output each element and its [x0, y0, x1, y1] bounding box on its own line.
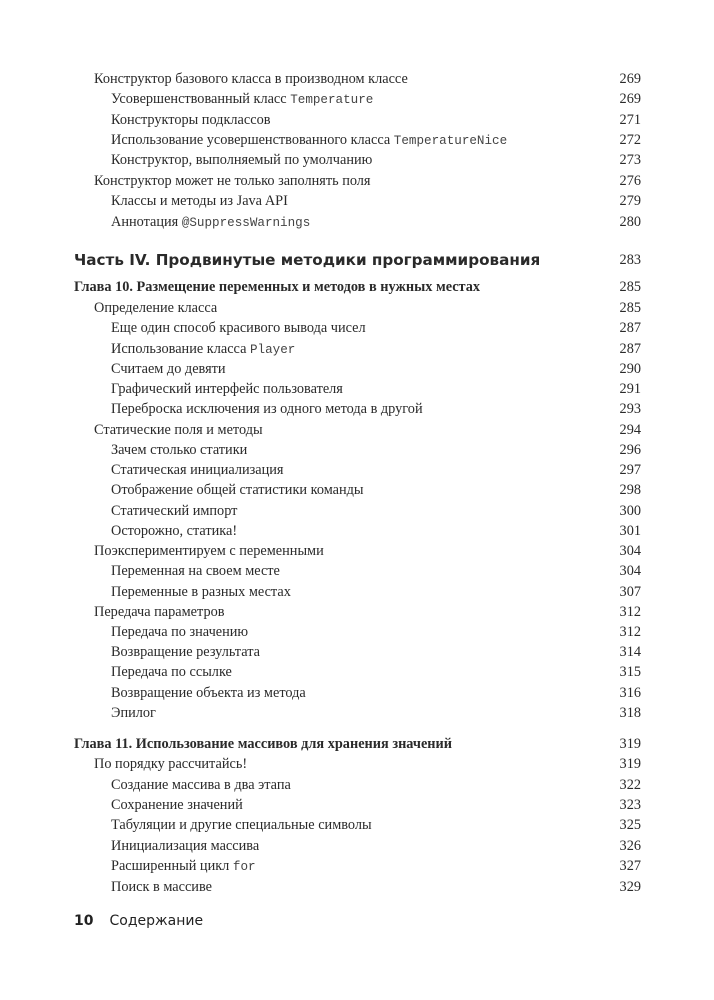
toc-entry — [0, 501, 714, 521]
toc-page-number: 312 — [619, 604, 641, 620]
toc-page-number: 287 — [619, 341, 641, 357]
toc-entry-title — [111, 815, 372, 835]
toc-entry-title — [111, 662, 232, 682]
toc-page-number: 327 — [619, 858, 641, 874]
toc-entry-text: Использование усовершенствованного класса — [111, 132, 394, 148]
toc-entry-title — [111, 877, 212, 897]
toc-entry — [0, 359, 714, 379]
toc-entry-text: Осторожно, статика! — [111, 523, 238, 539]
toc-entry-text: Переменные в разных местах — [111, 584, 291, 600]
toc-entry-title — [111, 212, 310, 233]
toc-page-number: 325 — [619, 817, 641, 833]
toc-entry-title — [74, 277, 480, 297]
toc-entry-text: Усовершенствованный класс — [111, 91, 291, 107]
toc-entry-text: Определение класса — [94, 300, 218, 316]
toc-page-number: 314 — [619, 644, 641, 660]
toc-chapter-heading — [0, 734, 714, 754]
toc-page-number: 326 — [619, 838, 641, 854]
toc-entry — [0, 69, 714, 89]
toc-entry-text: Поиск в массиве — [111, 879, 212, 895]
toc-entry-text: Отображение общей статистики команды — [111, 482, 364, 498]
toc-entry-title — [111, 460, 284, 480]
toc-entry-title — [94, 754, 247, 774]
toc-page-number: 293 — [619, 401, 641, 417]
toc-entry-title — [111, 582, 291, 602]
toc-entry-text: Переброска исключения из одного метода в другой — [111, 401, 423, 417]
toc-entry-text: Глава 10. Размещение переменных и методов в нужных местах — [74, 279, 481, 295]
toc-entry — [0, 480, 714, 500]
toc-page-number: 300 — [619, 503, 641, 519]
toc-entry-code: Player — [250, 343, 296, 357]
toc-entry — [0, 795, 714, 815]
toc-entry-title — [111, 318, 366, 338]
toc-entry-text: Глава 11. Использование массивов для хранения значений — [74, 736, 453, 752]
toc-entry — [0, 683, 714, 703]
toc-entry-text: Сохранение значений — [111, 797, 243, 813]
toc-page-number: 316 — [619, 685, 641, 701]
toc-entry-title — [111, 440, 247, 460]
toc-entry-text: Еще один способ красивого вывода чисел — [111, 320, 366, 336]
toc-entry-title — [111, 642, 260, 662]
toc-entry-text: Аннотация — [111, 214, 182, 230]
toc-entry-title — [111, 399, 423, 419]
toc-page-number: 318 — [619, 705, 641, 721]
toc-entry — [0, 212, 714, 232]
toc-entry-title — [111, 561, 280, 581]
toc-entry — [0, 379, 714, 399]
toc-page-number: 291 — [619, 381, 641, 397]
toc-entry-code: @SuppressWarnings — [181, 216, 311, 230]
toc-entry-text: Передача по значению — [111, 624, 249, 640]
toc-entry — [0, 856, 714, 876]
toc-entry — [0, 541, 714, 561]
toc-page-number: 273 — [619, 152, 641, 168]
toc-entry-title — [111, 683, 306, 703]
toc-page-number: 285 — [619, 279, 641, 295]
toc-entry-title — [111, 703, 156, 723]
toc-entry-text: Инициализация массива — [111, 838, 260, 854]
toc-page-number: 307 — [619, 584, 641, 600]
toc-page-number: 272 — [619, 132, 641, 148]
toc-page-number: 304 — [619, 563, 641, 579]
toc-entry-text: Эпилог — [111, 705, 156, 721]
toc-entry-title — [94, 171, 371, 191]
toc-entry-text: Статический импорт — [111, 503, 238, 519]
toc-page-number: 283 — [619, 252, 641, 268]
toc-entry-title — [111, 89, 373, 110]
toc-entry-title — [111, 379, 343, 399]
toc-entry — [0, 110, 714, 130]
toc-page-number: 301 — [619, 523, 641, 539]
toc-entry — [0, 521, 714, 541]
toc-entry-text: Статические поля и методы — [94, 422, 263, 438]
toc-page-number: 319 — [619, 756, 641, 772]
toc-entry — [0, 836, 714, 856]
toc-entry — [0, 561, 714, 581]
toc-entry-text: Графический интерфейс пользователя — [111, 381, 343, 397]
toc-entry-code: Temperature — [290, 93, 374, 107]
toc-entry — [0, 130, 714, 150]
toc-entry-title — [94, 602, 225, 622]
toc-page-number: 297 — [619, 462, 641, 478]
toc-entry — [0, 171, 714, 191]
toc-page-number: 279 — [619, 193, 641, 209]
toc-entry-text: Возвращение результата — [111, 644, 260, 660]
toc-page-number: 298 — [619, 482, 641, 498]
toc-entry — [0, 191, 714, 211]
toc-page-number: 276 — [619, 173, 641, 189]
toc-entry-text: Поэкспериментируем с переменными — [94, 543, 324, 559]
toc-entry-title — [111, 130, 507, 151]
toc-entry-title — [74, 734, 452, 754]
toc-entry-text: Табуляции и другие специальные символы — [111, 817, 372, 833]
toc-entry — [0, 582, 714, 602]
toc-entry-title — [111, 150, 372, 170]
toc-entry-title — [111, 521, 237, 541]
toc-page-number: 322 — [619, 777, 641, 793]
toc-entry — [0, 440, 714, 460]
footer-page-number: 10 — [74, 913, 94, 929]
toc-chapter-heading — [0, 277, 714, 297]
toc-entry-text: Конструктор базового класса в производном классе — [94, 71, 408, 87]
toc-entry — [0, 877, 714, 897]
toc-entry — [0, 460, 714, 480]
toc-page-number: 287 — [619, 320, 641, 336]
toc-page-number: 315 — [619, 664, 641, 680]
toc-entry-text: Часть IV. Продвинутые методики программирования — [74, 251, 541, 269]
toc-entry-text: Статическая инициализация — [111, 462, 284, 478]
toc-page-number: 290 — [619, 361, 641, 377]
toc-entry-title — [111, 501, 237, 521]
toc-entry-title — [94, 541, 324, 561]
toc-entry-title — [74, 250, 540, 270]
toc-entry — [0, 754, 714, 774]
toc-entry-title — [111, 795, 243, 815]
toc-entry-text: По порядку рассчитайсь! — [94, 756, 248, 772]
toc-entry — [0, 150, 714, 170]
toc-entry-text: Классы и методы из Java API — [111, 193, 288, 209]
toc-entry-text: Использование класса — [111, 341, 250, 357]
toc-entry — [0, 318, 714, 338]
toc-entry-code: TemperatureNice — [393, 134, 508, 148]
toc-page-number: 294 — [619, 422, 641, 438]
toc-entry-title — [94, 69, 408, 89]
toc-entry-text: Передача по ссылке — [111, 664, 232, 680]
toc-page-number: 323 — [619, 797, 641, 813]
toc-entry — [0, 622, 714, 642]
toc-page-number: 304 — [619, 543, 641, 559]
toc-entry — [0, 420, 714, 440]
toc-entry-code: for — [232, 860, 256, 874]
toc-page-number: 296 — [619, 442, 641, 458]
toc-entry-title — [94, 420, 263, 440]
toc-entry-text: Конструктор, выполняемый по умолчанию — [111, 152, 373, 168]
toc-entry-text: Конструкторы подклассов — [111, 112, 271, 128]
toc-entry-text: Создание массива в два этапа — [111, 777, 291, 793]
toc-entry-title — [111, 110, 270, 130]
toc-entry-text: Переменная на своем месте — [111, 563, 280, 579]
toc-entry-title — [111, 339, 295, 360]
footer-section-title: Содержание — [109, 913, 204, 929]
toc-entry — [0, 602, 714, 622]
toc-entry-title — [111, 856, 256, 877]
toc-page-number: 280 — [619, 214, 641, 230]
toc-entry-title — [111, 775, 291, 795]
toc-entry-title — [94, 298, 217, 318]
toc-page-number: 269 — [619, 71, 641, 87]
toc-entry-title — [111, 480, 364, 500]
toc-entry — [0, 662, 714, 682]
toc-entry-title — [111, 359, 226, 379]
toc-entry — [0, 703, 714, 723]
toc-entry — [0, 775, 714, 795]
page-footer — [74, 911, 203, 931]
toc-entry — [0, 298, 714, 318]
toc-entry-text: Передача параметров — [94, 604, 225, 620]
toc-entry — [0, 642, 714, 662]
toc-page-number: 319 — [619, 736, 641, 752]
toc-page-number: 329 — [619, 879, 641, 895]
toc-entry — [0, 89, 714, 109]
toc-entry-text: Расширенный цикл — [111, 858, 233, 874]
toc-entry — [0, 399, 714, 419]
toc-entry-text: Возвращение объекта из метода — [111, 685, 306, 701]
toc-entry — [0, 339, 714, 359]
toc-page-number: 312 — [619, 624, 641, 640]
toc-entry — [0, 815, 714, 835]
toc-entry-title — [111, 622, 248, 642]
toc-entry-text: Считаем до девяти — [111, 361, 226, 377]
toc-entry-text: Зачем столько статики — [111, 442, 248, 458]
toc-page-number: 271 — [619, 112, 641, 128]
toc-part-heading — [0, 250, 714, 270]
toc-page-number: 285 — [619, 300, 641, 316]
toc-entry-title — [111, 836, 259, 856]
toc-page-number: 269 — [619, 91, 641, 107]
toc-entry-title — [111, 191, 288, 211]
toc-entry-text: Конструктор может не только заполнять поля — [94, 173, 371, 189]
